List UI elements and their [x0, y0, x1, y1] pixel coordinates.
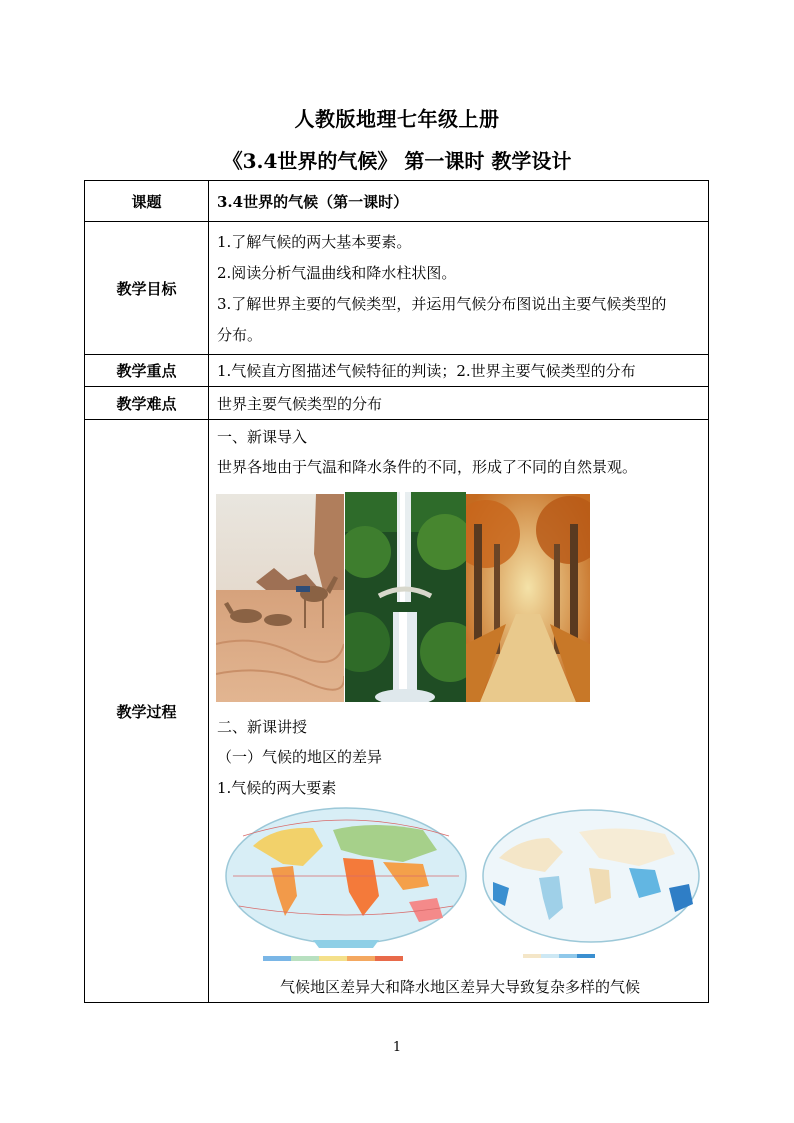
climate-maps	[223, 806, 703, 968]
map-caption: 气候地区差异大和降水地区差异大导致复杂多样的气候	[279, 978, 640, 996]
row-goals	[85, 222, 709, 355]
difficulty-label: 教学难点	[85, 387, 209, 420]
goal-item: 3.了解世界主要的气候类型，并运用气候分布图说出主要气候类型的	[217, 295, 667, 313]
process-cell	[209, 420, 709, 1003]
subsection-heading: （一）气候的地区的差异	[217, 748, 383, 766]
autumn-photo	[466, 494, 590, 702]
section-lecture-heading: 二、新课讲授	[217, 718, 308, 736]
waterfall-photo	[345, 492, 466, 702]
page-number: 1	[392, 1040, 402, 1055]
key-value: 1.气候直方图描述气候特征的判读；2.世界主要气候类型的分布	[209, 355, 709, 387]
goals-label: 教学目标	[85, 222, 209, 355]
goal-item: 2.阅读分析气温曲线和降水柱状图。	[217, 264, 457, 282]
topic-label: 课题	[85, 181, 209, 222]
row-topic	[85, 181, 709, 222]
topic-value	[209, 181, 709, 222]
temperature-map	[223, 806, 469, 968]
document-title: 人教版地理七年级上册	[294, 107, 500, 131]
key-label: 教学重点	[85, 355, 209, 387]
section-intro-heading: 一、新课导入	[217, 428, 308, 446]
precipitation-map	[479, 808, 703, 966]
row-key-points	[85, 355, 709, 387]
intro-text: 世界各地由于气温和降水条件的不同，形成了不同的自然景观。	[217, 458, 638, 476]
goal-item: 1.了解气候的两大基本要素。	[217, 233, 412, 251]
point-heading: 1.气候的两大要素	[217, 779, 337, 797]
process-label: 教学过程	[85, 420, 209, 1003]
topic-value-text: 3.4世界的气候（第一课时）	[217, 192, 409, 211]
difficulty-value: 世界主要气候类型的分布	[209, 387, 709, 420]
goals-cell	[209, 222, 709, 355]
landscape-photos	[216, 492, 596, 704]
row-process	[85, 420, 709, 1003]
goal-item: 分布。	[217, 326, 263, 344]
document-subtitle: 《3.4世界的气候》 第一课时 教学设计	[222, 149, 572, 173]
row-difficulty	[85, 387, 709, 420]
lesson-table	[84, 180, 709, 1003]
desert-photo	[216, 494, 344, 702]
